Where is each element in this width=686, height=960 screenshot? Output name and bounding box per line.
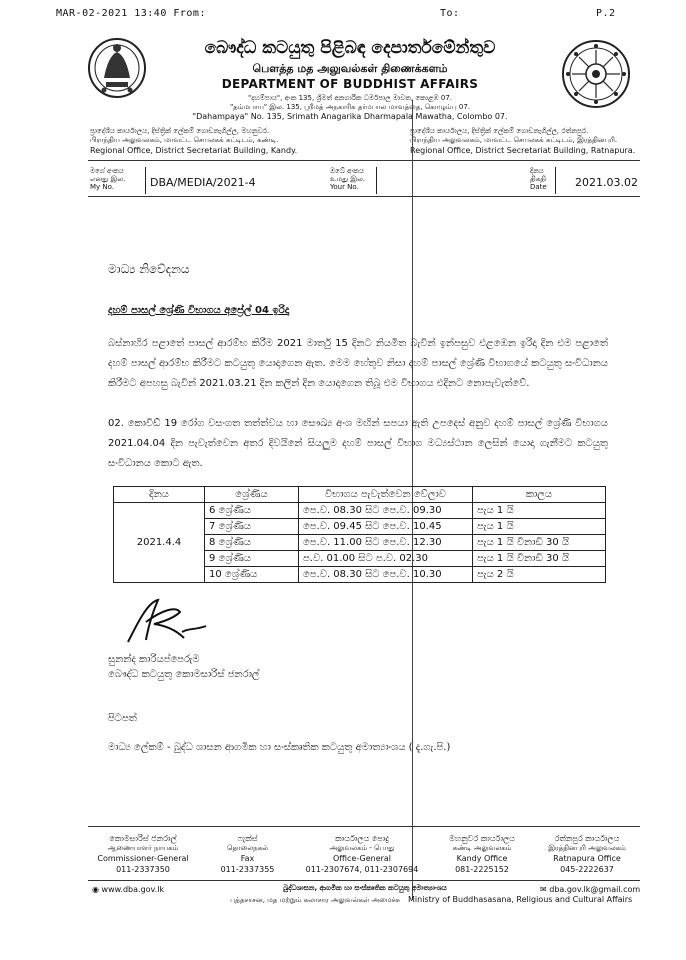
website-link[interactable]: ◉ www.dba.gov.lk — [92, 885, 165, 894]
fax-datetime: MAR-02-2021 13:40 From: — [56, 8, 206, 19]
national-emblem-icon — [82, 36, 152, 100]
duration-cell: පැය 1 යි විනාඩි 30 යි — [473, 535, 606, 551]
footer-fax: ෆැක්ස් தொலைநகல் Fax 011-2337355 — [220, 834, 275, 874]
footer-ratnapura-office: රත්නපුර කාර්යාලය இரத்தினபுரி அலுவலகம் Ratnapura Office 045-2222637 — [548, 834, 626, 874]
department-title-english: DEPARTMENT OF BUDDHIST AFFAIRS — [221, 77, 479, 91]
time-cell: පෙ.ව. 11.00 සිට පෙ.ව. 12.30 — [299, 535, 473, 551]
address-tamil: "தம்மபாய" இல. 135, ஸ்ரீமத் அநகாரிக தர்மபால மாவத்தை, கொழும்பு 07. — [229, 103, 471, 111]
grade-cell: 9 ශ්‍රේණිය — [205, 551, 299, 567]
department-title-tamil: பௌத்த மத அலுவல்கள் திணைக்களம் — [252, 62, 448, 75]
regional-right-english: Regional Office, District Secretariat Building, Ratnapura. — [410, 146, 636, 155]
duration-cell: පැය 1 යි — [473, 519, 606, 535]
exam-date-cell: 2021.4.4 — [114, 503, 205, 583]
paragraph-1: බස්නාහිර පළාතේ පාසල් ආරම්භ කිරීම 2021 මාර්තු 15 දිනට නියමිත බැවින් ඉන්පසුව එළඹෙන ඉරිදා දින එම පළාතේ දහම් පාසල් ආරම්භ කිරීමට කටයුතු යොදාගෙන ඇත. මෙම හේතුව නිසා දහම් පාසල් ශ්‍රේණි විභාගයේ කටයුතු සංවිධානය කිරීමට අපහසු බැවින් 2021.03.21 දින කලින් දින යොදාගෙන තිබූ එම විභාගය එදිනට නොපැවැත්වේ. — [108, 338, 608, 389]
grade-cell: 7 ශ්‍රේණිය — [205, 519, 299, 535]
my-no-label: මගේ අංකය எனது இல. My No. — [90, 167, 126, 191]
exam-schedule-table — [113, 486, 606, 583]
email-link[interactable]: ✉ dba.gov.lk@gmail.com — [540, 885, 641, 894]
department-seal-icon — [560, 38, 632, 110]
address-sinhala: "දහම්පාය", අංක 135, ශ්‍රීමත් අනගාරික ධර්මපාල මාවත, කොළඹ 07. — [247, 94, 452, 102]
regional-left-english: Regional Office, District Secretariat Building, Kandy. — [90, 146, 298, 155]
copy-label: පිටපත් — [108, 713, 137, 724]
grade-cell: 8 ශ්‍රේණිය — [205, 535, 299, 551]
date-value: 2021.03.02 — [575, 176, 638, 189]
date-label: දිනය திகதி Date — [530, 167, 547, 191]
table-header-row — [114, 487, 606, 503]
duration-cell: පැය 1 යි — [473, 503, 606, 519]
time-cell: පෙ.ව. 08.30 සිට පෙ.ව. 10.30 — [299, 567, 473, 583]
header-divider-top — [88, 160, 640, 161]
footer-office-general: කාර්යාලය පොදු அலுவலகம் - பொது Office-General 011-2307674, 011-2307694 — [305, 834, 419, 874]
signatory-title: බෞද්ධ කටයුතු කොමසාරිස් ජනරාල් — [108, 669, 260, 680]
globe-icon: ◉ — [92, 885, 99, 894]
email-icon: ✉ — [540, 885, 547, 894]
department-title-sinhala: බෞද්ධ කටයුතු පිළිබඳ දෙපාර්තමේන්තුව — [204, 38, 496, 58]
regional-left-sinhala: ප්‍රාදේශීය කාර්යාලය, දිස්ත්‍රික් ලේකම් ගොඩනැගිල්ල, මහනුවර. — [90, 127, 270, 135]
grade-cell: 6 ශ්‍රේණිය — [205, 503, 299, 519]
duration-cell: පැය 2 යි — [473, 567, 606, 583]
header-divider-bottom — [88, 196, 640, 197]
fax-to: To: — [440, 8, 460, 19]
time-cell: පෙ.ව. 09.45 සිට පෙ.ව. 10.45 — [299, 519, 473, 535]
signature-image — [118, 592, 228, 652]
paragraph-2: 02. කොවිඩ් 19 රෝග වසංගත තත්ත්වය හා සෞඛ්‍ය අංශ මඟින් සපයා ඇති උපදෙස් අනුව දහම් පාසල් ශ්‍රේණි විභාගය 2021.04.04 දින පැවැත්වෙන අතර දිවයිනේ සියලුම දහම් පාසල් විභාග මධ්‍යස්ථාන ලෙසින් යොදා ගැනීමට කටයුතු සංවිධානය කොට ඇත. — [108, 418, 608, 469]
address-english: "Dahampaya" No. 135, Srimath Anagarika Dharmapala Mawatha, Colombo 07. — [192, 112, 508, 121]
your-no-label: ඔබේ අංකය உமது இல. Your No. — [330, 167, 366, 191]
header-grade: ශ්‍රේණිය — [205, 487, 299, 503]
header-duration: කාලය — [473, 487, 606, 503]
table-row — [114, 503, 606, 519]
ministry-sinhala: බුද්ධශාසන, ආගමික හා සංස්කෘතික කටයුතු අමාත්‍යාංශය — [283, 884, 447, 892]
signatory-name: සුනන්ද කාරියප්පෙරුම — [108, 654, 200, 665]
header-time: විභාගය පැවැත්වෙන වේලාව — [299, 487, 473, 503]
footer-divider-bottom — [88, 880, 640, 881]
fax-page: P.2 — [596, 8, 616, 19]
regional-left-tamil: பிராந்திய அலுவலகம், மாவட்ட செயலகக் கட்டிடம், கண்டி. — [90, 136, 279, 144]
ministry-english: Ministry of Buddhasasana, Religious and Cultural Affairs — [408, 895, 633, 904]
header-date: දිනය — [114, 487, 205, 503]
footer-divider-top — [88, 826, 640, 827]
regional-right-sinhala: ප්‍රාදේශීය කාර්යාලය, දිස්ත්‍රික් ලේකම් ගොඩනැගිල්ල, රත්නපුර. — [410, 127, 589, 135]
regional-right-tamil: பிராந்திய அலுவலகம், மாவட்ட செயலகக் கட்டிடம், இரத்தினபுரி. — [410, 136, 618, 144]
time-cell: පෙ.ව. 08.30 සිට පෙ.ව. 09.30 — [299, 503, 473, 519]
subject-line: දහම් පාසල් ශ්‍රේණි විභාගය අප්‍රේල් 04 ඉරිදා — [108, 305, 290, 316]
media-release-heading: මාධ්‍ය නිවේදනය — [108, 262, 190, 276]
copy-recipient: මාධ්‍ය ලේකම් - බුද්ධ ශාසන ආගමික හා සංස්කෘතික කටයුතු අමාත්‍යාංශය ( දැ.ගැ.පි.) — [108, 742, 451, 753]
time-cell: ප.ව. 01.00 සිට ප.ව. 02.30 — [299, 551, 473, 567]
footer-commissioner: කොමසාරිස් ජනරාල් ஆணையாளர் நாயகம் Commissioner-General 011-2337350 — [97, 834, 189, 874]
duration-cell: පැය 1 යි විනාඩි 30 යි — [473, 551, 606, 567]
footer-kandy-office: මහනුවර කාර්යාලය கண்டி அலுவலகம் Kandy Office 081-2225152 — [449, 834, 515, 874]
my-no-value: DBA/MEDIA/2021-4 — [150, 176, 256, 189]
ministry-tamil: புத்தசாசன, மத மற்றும் கலாசார அலுவல்கள் அமைச்சு — [230, 896, 400, 904]
grade-cell: 10 ශ්‍රේණිය — [205, 567, 299, 583]
